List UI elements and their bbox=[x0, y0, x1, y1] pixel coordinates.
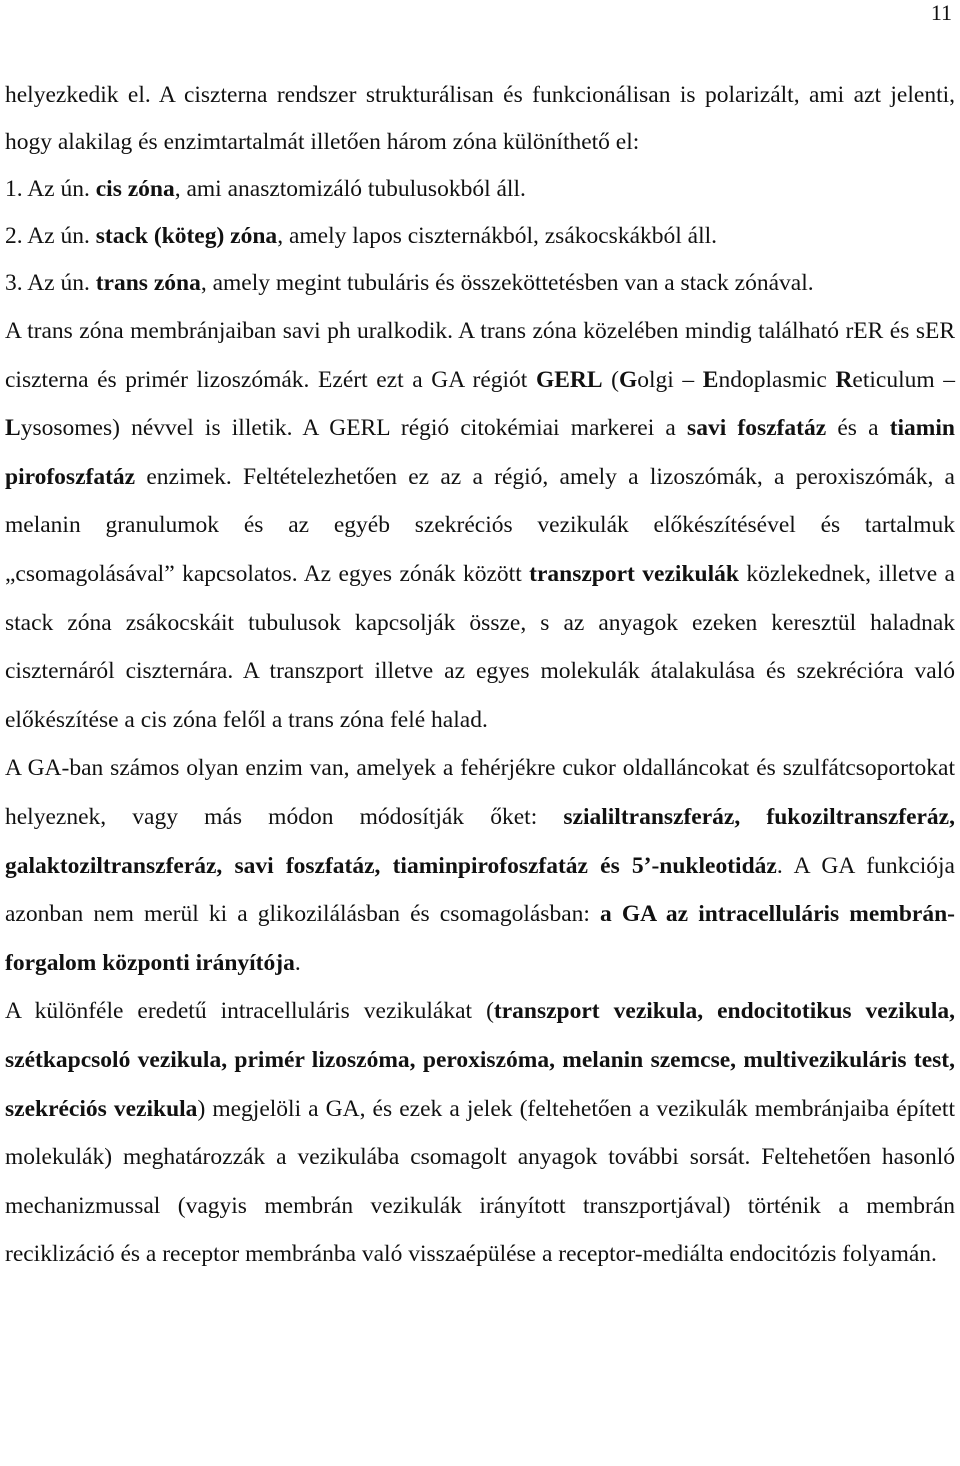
list-item-trans: 3. Az ún. trans zóna, amely megint tubuláris és összeköttetésben van a stack zónával. bbox=[5, 270, 814, 296]
page-number: 11 bbox=[930, 0, 952, 25]
list-item-stack: 2. Az ún. stack (köteg) zóna, amely lapos ciszternákból, zsákocskákból áll. bbox=[5, 223, 718, 249]
paragraph-intro bbox=[5, 72, 955, 166]
central-role: a GA az intracelluláris membrán-forgalom központi irányítója bbox=[5, 901, 955, 976]
paragraph-vesicles: A különféle eredetű intracelluláris vezikulákat (transzport vezikula, endocitotikus vezikula, szétkapcsoló vezikula, primér lizoszóma, peroxiszóma, melanin szemcse, multivezikuláris test, szekréciós vezikula) megjelöli a GA, és ezek a jelek (feltehetően a vezikulák membránjaiba épített molekulák) meghatározzák a vezikulába csomagolt anyagok további sorsát. Feltehetően hasonló mechanizmussal (vagyis membrán vezikulák irányított transzportjával) történik a membrán reciklizáció és a receptor membránba való visszaépülése a receptor-mediálta endocitózis folyamán. bbox=[5, 998, 955, 1268]
vesicle-list: transzport vezikula, endocitotikus vezikula, szétkapcsoló vezikula, primér lizoszóma, peroxiszóma, melanin szemcse, multivezikuláris test, szekréciós vezikula bbox=[5, 998, 955, 1122]
zone-list bbox=[5, 166, 955, 307]
savi-foszfataz-term: savi foszfatáz bbox=[687, 415, 827, 442]
transzport-term: transzport vezikulák bbox=[529, 560, 739, 587]
enzyme-list: szialiltranszferáz, fukoziltranszferáz, galaktoziltranszferáz, savi foszfatáz, tiaminpirofoszfatáz és 5’-nukleotidáz bbox=[5, 803, 955, 879]
paragraph-enzymes: A GA-ban számos olyan enzim van, amelyek a fehérjékre cukor oldalláncokat és szulfátcsoportokat helyeznek, vagy más módon módosítják őket: szialiltranszferáz, fukoziltranszferáz, galaktoziltranszferáz, savi foszfatáz, tiaminpirofoszfatáz és 5’-nukleotidáz. A GA funkciója azonban nem merül ki a glikozilálásban és csomagolásban: a GA az intracelluláris membrán-forgalom központi irányítója. bbox=[5, 755, 955, 976]
tiamin-term: tiamin pirofoszfatáz bbox=[5, 415, 955, 490]
paragraph-trans-zone: A trans zóna membránjaiban savi ph uralkodik. A trans zóna közelében mindig található rER és sER ciszterna és primér lizoszómák. Ezért ezt a GA régiót GERL (Golgi – Endoplasmic Reticulum – Lysosomes) névvel is illetik. A GERL régió citokémiai markerei a savi foszfatáz és a tiamin pirofoszfatáz enzimek. Feltételezhetően ez az a régió, amely a lizoszómák, a peroxiszómák, a melanin granulumok és az egyéb szekréciós vezikulák előkészítésével és tartalmuk „csomagolásával” kapcsolatos. Az egyes zónák között transzport vezikulák közlekednek, illetve a stack zóna zsákocskáit tubulusok kapcsolják össze, s az anyagok ezeken keresztül haladnak ciszternáról ciszternára. A transzport illetve az egyes molekulák átalakulása és szekrécióra való előkészítése a cis zóna felől a trans zóna felé halad. bbox=[5, 318, 956, 733]
intro-text: helyezkedik el. A ciszterna rendszer strukturálisan és funkcionálisan is polarizált, ami azt jelenti, hogy alakilag és enzimtartalmát illetően három zóna különíthető el: bbox=[5, 82, 955, 155]
list-item-cis: 1. Az ún. cis zóna, ami anasztomizáló tubulusokból áll. bbox=[5, 176, 526, 202]
document-body bbox=[5, 72, 955, 1279]
gerl-term: GERL bbox=[535, 366, 603, 393]
